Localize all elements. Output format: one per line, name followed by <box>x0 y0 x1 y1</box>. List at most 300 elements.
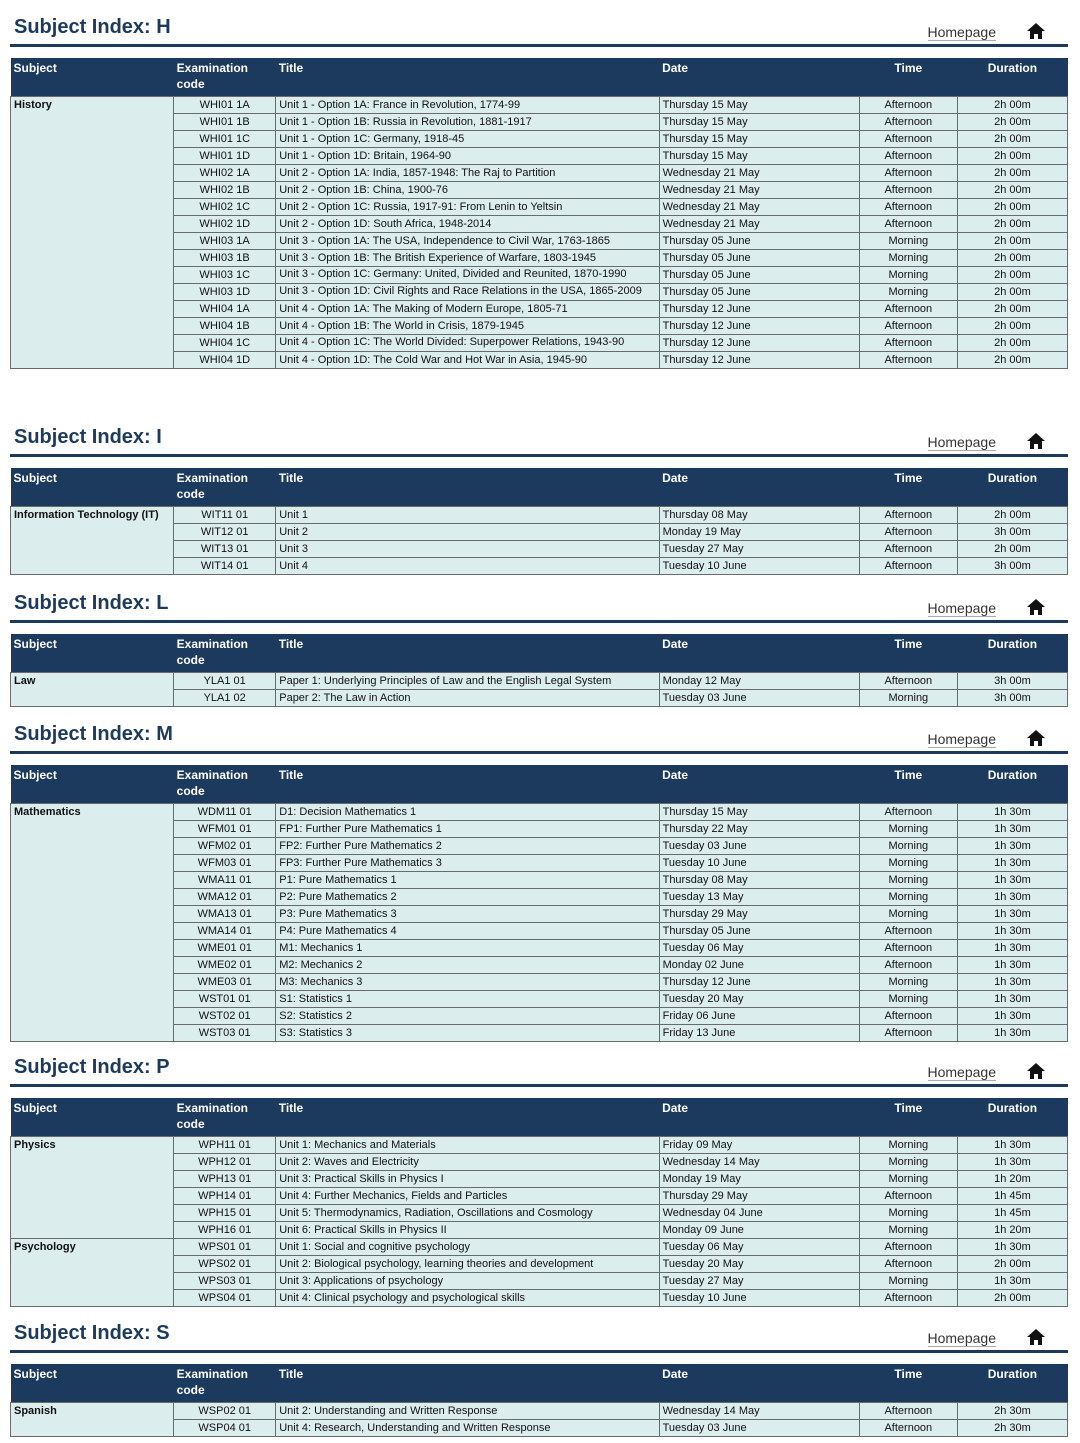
section-header <box>10 1054 1068 1087</box>
table-row <box>11 1403 1068 1420</box>
subject-cell <box>11 524 174 541</box>
column-header-date: Date <box>659 1098 859 1137</box>
title-cell: P2: Pure Mathematics 2 <box>276 889 659 906</box>
column-header-subject: Subject <box>11 1098 174 1137</box>
duration-cell: 3h 00m <box>957 524 1067 541</box>
subject-cell <box>11 131 174 148</box>
title-cell: P4: Pure Mathematics 4 <box>276 923 659 940</box>
subject-index-section <box>10 590 1068 704</box>
time-cell: Afternoon <box>859 1188 957 1205</box>
title-cell: FP1: Further Pure Mathematics 1 <box>276 821 659 838</box>
time-cell: Morning <box>859 250 957 267</box>
duration-cell: 2h 00m <box>957 131 1067 148</box>
date-cell: Thursday 08 May <box>659 507 859 524</box>
table-row <box>11 524 1068 541</box>
date-cell: Wednesday 14 May <box>659 1154 859 1171</box>
time-cell: Afternoon <box>859 507 957 524</box>
table-row <box>11 541 1068 558</box>
subject-cell <box>11 301 174 318</box>
table-row <box>11 233 1068 250</box>
time-cell: Afternoon <box>859 335 957 352</box>
column-header-duration: Duration <box>957 634 1067 673</box>
exam-code-cell: WPH14 01 <box>174 1188 276 1205</box>
exam-code-cell: YLA1 02 <box>174 690 276 707</box>
date-cell: Thursday 15 May <box>659 804 859 821</box>
subject-cell <box>11 1222 174 1239</box>
duration-cell: 2h 00m <box>957 250 1067 267</box>
table-row <box>11 1188 1068 1205</box>
subject-cell <box>11 233 174 250</box>
column-header-duration: Duration <box>957 765 1067 804</box>
homepage-link[interactable]: Homepage <box>927 434 996 450</box>
home-icon[interactable] <box>1026 1062 1046 1080</box>
table-row <box>11 690 1068 707</box>
column-header-duration: Duration <box>957 1364 1067 1403</box>
table-row <box>11 267 1068 284</box>
subject-cell <box>11 250 174 267</box>
subject-cell <box>11 991 174 1008</box>
exam-code-cell: WST02 01 <box>174 1008 276 1025</box>
subject-cell <box>11 352 174 369</box>
exam-code-cell: WSP02 01 <box>174 1403 276 1420</box>
time-cell: Afternoon <box>859 1025 957 1042</box>
exam-code-cell: WPH13 01 <box>174 1171 276 1188</box>
subject-cell: Mathematics <box>11 804 174 821</box>
table-row <box>11 673 1068 690</box>
column-header-time: Time <box>859 1364 957 1403</box>
time-cell: Morning <box>859 284 957 301</box>
table-header-row <box>11 765 1068 804</box>
home-icon[interactable] <box>1026 22 1046 40</box>
exam-code-cell: WPH15 01 <box>174 1205 276 1222</box>
table-row <box>11 957 1068 974</box>
column-header-exam-code: Examination code <box>174 58 276 97</box>
duration-cell: 1h 30m <box>957 872 1067 889</box>
column-header-exam-code: Examination code <box>174 468 276 507</box>
duration-cell: 2h 00m <box>957 284 1067 301</box>
title-cell: Unit 2: Waves and Electricity <box>276 1154 659 1171</box>
column-header-date: Date <box>659 468 859 507</box>
table-row <box>11 507 1068 524</box>
date-cell: Thursday 29 May <box>659 1188 859 1205</box>
exam-code-cell: WST01 01 <box>174 991 276 1008</box>
column-header-subject: Subject <box>11 468 174 507</box>
exam-code-cell: WPS04 01 <box>174 1290 276 1307</box>
time-cell: Afternoon <box>859 318 957 335</box>
duration-cell: 2h 30m <box>957 1420 1067 1437</box>
duration-cell: 2h 30m <box>957 1403 1067 1420</box>
duration-cell: 2h 00m <box>957 114 1067 131</box>
duration-cell: 2h 00m <box>957 199 1067 216</box>
date-cell: Friday 13 June <box>659 1025 859 1042</box>
exam-code-cell: WHI02 1B <box>174 182 276 199</box>
table-row <box>11 216 1068 233</box>
duration-cell: 1h 30m <box>957 923 1067 940</box>
table-row <box>11 821 1068 838</box>
time-cell: Morning <box>859 991 957 1008</box>
exam-code-cell: WDM11 01 <box>174 804 276 821</box>
time-cell: Morning <box>859 1222 957 1239</box>
subject-cell <box>11 1273 174 1290</box>
table-row <box>11 1025 1068 1042</box>
homepage-link[interactable]: Homepage <box>927 1330 996 1346</box>
title-cell: Paper 1: Underlying Principles of Law and the English Legal System <box>276 673 659 690</box>
subject-cell <box>11 690 174 707</box>
subject-cell <box>11 1256 174 1273</box>
time-cell: Afternoon <box>859 97 957 114</box>
title-cell: Unit 2 - Option 1B: China, 1900-76 <box>276 182 659 199</box>
exam-code-cell: WME03 01 <box>174 974 276 991</box>
title-cell: Unit 1 <box>276 507 659 524</box>
table-row <box>11 165 1068 182</box>
homepage-link[interactable]: Homepage <box>927 600 996 616</box>
date-cell: Thursday 29 May <box>659 906 859 923</box>
time-cell: Afternoon <box>859 524 957 541</box>
time-cell: Afternoon <box>859 199 957 216</box>
subject-cell: History <box>11 97 174 114</box>
exam-code-cell: WFM03 01 <box>174 855 276 872</box>
subject-cell <box>11 821 174 838</box>
date-cell: Thursday 05 June <box>659 267 859 284</box>
duration-cell: 1h 30m <box>957 940 1067 957</box>
time-cell: Afternoon <box>859 1403 957 1420</box>
column-header-duration: Duration <box>957 58 1067 97</box>
table-row <box>11 855 1068 872</box>
subject-cell <box>11 216 174 233</box>
duration-cell: 1h 30m <box>957 1154 1067 1171</box>
subject-cell <box>11 148 174 165</box>
date-cell: Wednesday 21 May <box>659 216 859 233</box>
date-cell: Wednesday 21 May <box>659 165 859 182</box>
homepage-link[interactable]: Homepage <box>927 1064 996 1080</box>
duration-cell: 1h 45m <box>957 1188 1067 1205</box>
subject-cell <box>11 1008 174 1025</box>
duration-cell: 1h 30m <box>957 821 1067 838</box>
table-row <box>11 148 1068 165</box>
column-header-title: Title <box>276 468 659 507</box>
subject-cell <box>11 267 174 284</box>
section-title: Subject Index: I <box>14 426 162 448</box>
exam-code-cell: WST03 01 <box>174 1025 276 1042</box>
date-cell: Monday 02 June <box>659 957 859 974</box>
date-cell: Tuesday 03 June <box>659 838 859 855</box>
title-cell: Unit 4 - Option 1A: The Making of Modern Europe, 1805-71 <box>276 301 659 318</box>
column-header-subject: Subject <box>11 634 174 673</box>
column-header-exam-code: Examination code <box>174 765 276 804</box>
duration-cell: 2h 00m <box>957 301 1067 318</box>
table-header-row <box>11 1364 1068 1403</box>
duration-cell: 2h 00m <box>957 1290 1067 1307</box>
exam-code-cell: WIT13 01 <box>174 541 276 558</box>
time-cell: Afternoon <box>859 673 957 690</box>
duration-cell: 1h 30m <box>957 906 1067 923</box>
table-row <box>11 182 1068 199</box>
duration-cell: 2h 00m <box>957 507 1067 524</box>
subject-cell <box>11 1420 174 1437</box>
exam-schedule-table <box>10 1364 1068 1437</box>
subject-cell <box>11 541 174 558</box>
section-header <box>10 14 1068 47</box>
subject-cell <box>11 1171 174 1188</box>
time-cell: Afternoon <box>859 541 957 558</box>
exam-code-cell: WMA14 01 <box>174 923 276 940</box>
date-cell: Thursday 15 May <box>659 131 859 148</box>
title-cell: Unit 2 - Option 1D: South Africa, 1948-2014 <box>276 216 659 233</box>
date-cell: Friday 09 May <box>659 1137 859 1154</box>
title-cell: Unit 4: Clinical psychology and psychological skills <box>276 1290 659 1307</box>
exam-code-cell: WIT14 01 <box>174 558 276 575</box>
title-cell: D1: Decision Mathematics 1 <box>276 804 659 821</box>
time-cell: Afternoon <box>859 352 957 369</box>
duration-cell: 1h 30m <box>957 1008 1067 1025</box>
homepage-link[interactable]: Homepage <box>927 24 996 40</box>
time-cell: Afternoon <box>859 165 957 182</box>
table-header-row <box>11 58 1068 97</box>
time-cell: Afternoon <box>859 114 957 131</box>
time-cell: Afternoon <box>859 1256 957 1273</box>
date-cell: Tuesday 13 May <box>659 889 859 906</box>
subject-cell <box>11 872 174 889</box>
date-cell: Tuesday 06 May <box>659 940 859 957</box>
table-row <box>11 1239 1068 1256</box>
table-row <box>11 1008 1068 1025</box>
subject-cell <box>11 182 174 199</box>
title-cell: Unit 5: Thermodynamics, Radiation, Oscillations and Cosmology <box>276 1205 659 1222</box>
table-row <box>11 1420 1068 1437</box>
duration-cell: 1h 45m <box>957 1205 1067 1222</box>
exam-code-cell: WME02 01 <box>174 957 276 974</box>
time-cell: Morning <box>859 821 957 838</box>
time-cell: Morning <box>859 233 957 250</box>
column-header-subject: Subject <box>11 765 174 804</box>
date-cell: Wednesday 21 May <box>659 182 859 199</box>
duration-cell: 2h 00m <box>957 97 1067 114</box>
title-cell: S3: Statistics 3 <box>276 1025 659 1042</box>
subject-cell: Information Technology (IT) <box>11 507 174 524</box>
subject-cell: Law <box>11 673 174 690</box>
subject-cell <box>11 1025 174 1042</box>
date-cell: Tuesday 10 June <box>659 1290 859 1307</box>
subject-cell <box>11 1290 174 1307</box>
subject-cell <box>11 889 174 906</box>
exam-code-cell: WMA11 01 <box>174 872 276 889</box>
time-cell: Morning <box>859 1137 957 1154</box>
duration-cell: 1h 30m <box>957 957 1067 974</box>
section-title: Subject Index: P <box>14 1056 170 1078</box>
time-cell: Afternoon <box>859 1008 957 1025</box>
time-cell: Afternoon <box>859 1420 957 1437</box>
subject-cell <box>11 284 174 301</box>
exam-schedule-table <box>10 634 1068 707</box>
time-cell: Afternoon <box>859 131 957 148</box>
exam-code-cell: WPS02 01 <box>174 1256 276 1273</box>
homepage-link[interactable]: Homepage <box>927 731 996 747</box>
title-cell: Unit 4 - Option 1C: The World Divided: Superpower Relations, 1943-90 <box>276 335 659 352</box>
subject-cell <box>11 558 174 575</box>
column-header-title: Title <box>276 634 659 673</box>
duration-cell: 3h 00m <box>957 558 1067 575</box>
home-icon[interactable] <box>1026 598 1046 616</box>
exam-code-cell: WHI03 1D <box>174 284 276 301</box>
duration-cell: 1h 30m <box>957 974 1067 991</box>
table-row <box>11 131 1068 148</box>
date-cell: Thursday 05 June <box>659 284 859 301</box>
table-row <box>11 1290 1068 1307</box>
time-cell: Morning <box>859 690 957 707</box>
subject-cell <box>11 957 174 974</box>
exam-code-cell: WPH16 01 <box>174 1222 276 1239</box>
duration-cell: 2h 00m <box>957 267 1067 284</box>
duration-cell: 2h 00m <box>957 165 1067 182</box>
duration-cell: 2h 00m <box>957 182 1067 199</box>
column-header-subject: Subject <box>11 58 174 97</box>
exam-code-cell: WHI03 1B <box>174 250 276 267</box>
time-cell: Afternoon <box>859 940 957 957</box>
home-icon[interactable] <box>1026 432 1046 450</box>
exam-code-cell: WHI04 1C <box>174 335 276 352</box>
time-cell: Morning <box>859 872 957 889</box>
title-cell: Unit 2: Biological psychology, learning theories and development <box>276 1256 659 1273</box>
exam-code-cell: WHI03 1C <box>174 267 276 284</box>
home-icon[interactable] <box>1026 1328 1046 1346</box>
title-cell: Unit 3 <box>276 541 659 558</box>
subject-index-section <box>10 721 1068 1039</box>
title-cell: Unit 2 - Option 1A: India, 1857-1948: The Raj to Partition <box>276 165 659 182</box>
title-cell: Unit 1 - Option 1B: Russia in Revolution, 1881-1917 <box>276 114 659 131</box>
table-row <box>11 804 1068 821</box>
table-row <box>11 923 1068 940</box>
title-cell: Paper 2: The Law in Action <box>276 690 659 707</box>
duration-cell: 1h 20m <box>957 1171 1067 1188</box>
table-header-row <box>11 1098 1068 1137</box>
date-cell: Tuesday 20 May <box>659 1256 859 1273</box>
exam-code-cell: WPH12 01 <box>174 1154 276 1171</box>
exam-code-cell: WHI03 1A <box>174 233 276 250</box>
section-title: Subject Index: M <box>14 723 173 745</box>
section-title: Subject Index: L <box>14 592 169 614</box>
title-cell: M3: Mechanics 3 <box>276 974 659 991</box>
table-row <box>11 114 1068 131</box>
title-cell: FP3: Further Pure Mathematics 3 <box>276 855 659 872</box>
title-cell: Unit 2: Understanding and Written Response <box>276 1403 659 1420</box>
date-cell: Thursday 05 June <box>659 233 859 250</box>
duration-cell: 2h 00m <box>957 1256 1067 1273</box>
table-header-row <box>11 634 1068 673</box>
date-cell: Wednesday 14 May <box>659 1403 859 1420</box>
subject-cell <box>11 1205 174 1222</box>
subject-cell: Physics <box>11 1137 174 1154</box>
column-header-date: Date <box>659 1364 859 1403</box>
exam-schedule-table <box>10 58 1068 369</box>
time-cell: Afternoon <box>859 1239 957 1256</box>
title-cell: Unit 4 - Option 1B: The World in Crisis, 1879-1945 <box>276 318 659 335</box>
date-cell: Tuesday 27 May <box>659 1273 859 1290</box>
exam-code-cell: WME01 01 <box>174 940 276 957</box>
subject-cell <box>11 1154 174 1171</box>
date-cell: Friday 06 June <box>659 1008 859 1025</box>
subject-cell <box>11 838 174 855</box>
table-row <box>11 199 1068 216</box>
exam-code-cell: WHI02 1C <box>174 199 276 216</box>
exam-code-cell: WHI01 1C <box>174 131 276 148</box>
time-cell: Afternoon <box>859 957 957 974</box>
section-header <box>10 1320 1068 1353</box>
title-cell: Unit 3 - Option 1A: The USA, Independence to Civil War, 1763-1865 <box>276 233 659 250</box>
table-row <box>11 1137 1068 1154</box>
table-row <box>11 940 1068 957</box>
duration-cell: 2h 00m <box>957 216 1067 233</box>
date-cell: Thursday 15 May <box>659 97 859 114</box>
subject-cell <box>11 199 174 216</box>
title-cell: Unit 4: Research, Understanding and Written Response <box>276 1420 659 1437</box>
title-cell: Unit 3: Practical Skills in Physics I <box>276 1171 659 1188</box>
duration-cell: 1h 30m <box>957 855 1067 872</box>
date-cell: Thursday 15 May <box>659 114 859 131</box>
exam-schedule-table <box>10 765 1068 1042</box>
time-cell: Morning <box>859 974 957 991</box>
exam-code-cell: WPS01 01 <box>174 1239 276 1256</box>
date-cell: Monday 12 May <box>659 673 859 690</box>
exam-code-cell: WHI02 1A <box>174 165 276 182</box>
title-cell: Unit 3 - Option 1C: Germany: United, Divided and Reunited, 1870-1990 <box>276 267 659 284</box>
subject-cell <box>11 165 174 182</box>
duration-cell: 1h 30m <box>957 889 1067 906</box>
time-cell: Afternoon <box>859 182 957 199</box>
column-header-duration: Duration <box>957 468 1067 507</box>
column-header-title: Title <box>276 1098 659 1137</box>
exam-code-cell: WHI02 1D <box>174 216 276 233</box>
home-icon[interactable] <box>1026 729 1046 747</box>
duration-cell: 2h 00m <box>957 148 1067 165</box>
column-header-title: Title <box>276 1364 659 1403</box>
duration-cell: 1h 30m <box>957 1239 1067 1256</box>
table-row <box>11 250 1068 267</box>
exam-code-cell: WHI04 1B <box>174 318 276 335</box>
column-header-time: Time <box>859 634 957 673</box>
section-title: Subject Index: H <box>14 16 171 38</box>
date-cell: Monday 09 June <box>659 1222 859 1239</box>
duration-cell: 3h 00m <box>957 690 1067 707</box>
subject-index-section <box>10 1054 1068 1304</box>
time-cell: Morning <box>859 1205 957 1222</box>
time-cell: Morning <box>859 855 957 872</box>
subject-cell <box>11 940 174 957</box>
time-cell: Morning <box>859 906 957 923</box>
title-cell: Unit 4: Further Mechanics, Fields and Particles <box>276 1188 659 1205</box>
subject-cell <box>11 974 174 991</box>
table-row <box>11 991 1068 1008</box>
date-cell: Tuesday 10 June <box>659 558 859 575</box>
title-cell: Unit 4 - Option 1D: The Cold War and Hot War in Asia, 1945-90 <box>276 352 659 369</box>
date-cell: Thursday 05 June <box>659 250 859 267</box>
date-cell: Tuesday 27 May <box>659 541 859 558</box>
column-header-exam-code: Examination code <box>174 634 276 673</box>
duration-cell: 1h 20m <box>957 1222 1067 1239</box>
title-cell: S2: Statistics 2 <box>276 1008 659 1025</box>
time-cell: Morning <box>859 1171 957 1188</box>
exam-code-cell: YLA1 01 <box>174 673 276 690</box>
column-header-time: Time <box>859 58 957 97</box>
title-cell: P3: Pure Mathematics 3 <box>276 906 659 923</box>
title-cell: Unit 1 - Option 1D: Britain, 1964-90 <box>276 148 659 165</box>
column-header-title: Title <box>276 765 659 804</box>
date-cell: Monday 19 May <box>659 524 859 541</box>
date-cell: Thursday 08 May <box>659 872 859 889</box>
duration-cell: 2h 00m <box>957 352 1067 369</box>
time-cell: Afternoon <box>859 558 957 575</box>
time-cell: Morning <box>859 1154 957 1171</box>
subject-index-section <box>10 424 1068 572</box>
